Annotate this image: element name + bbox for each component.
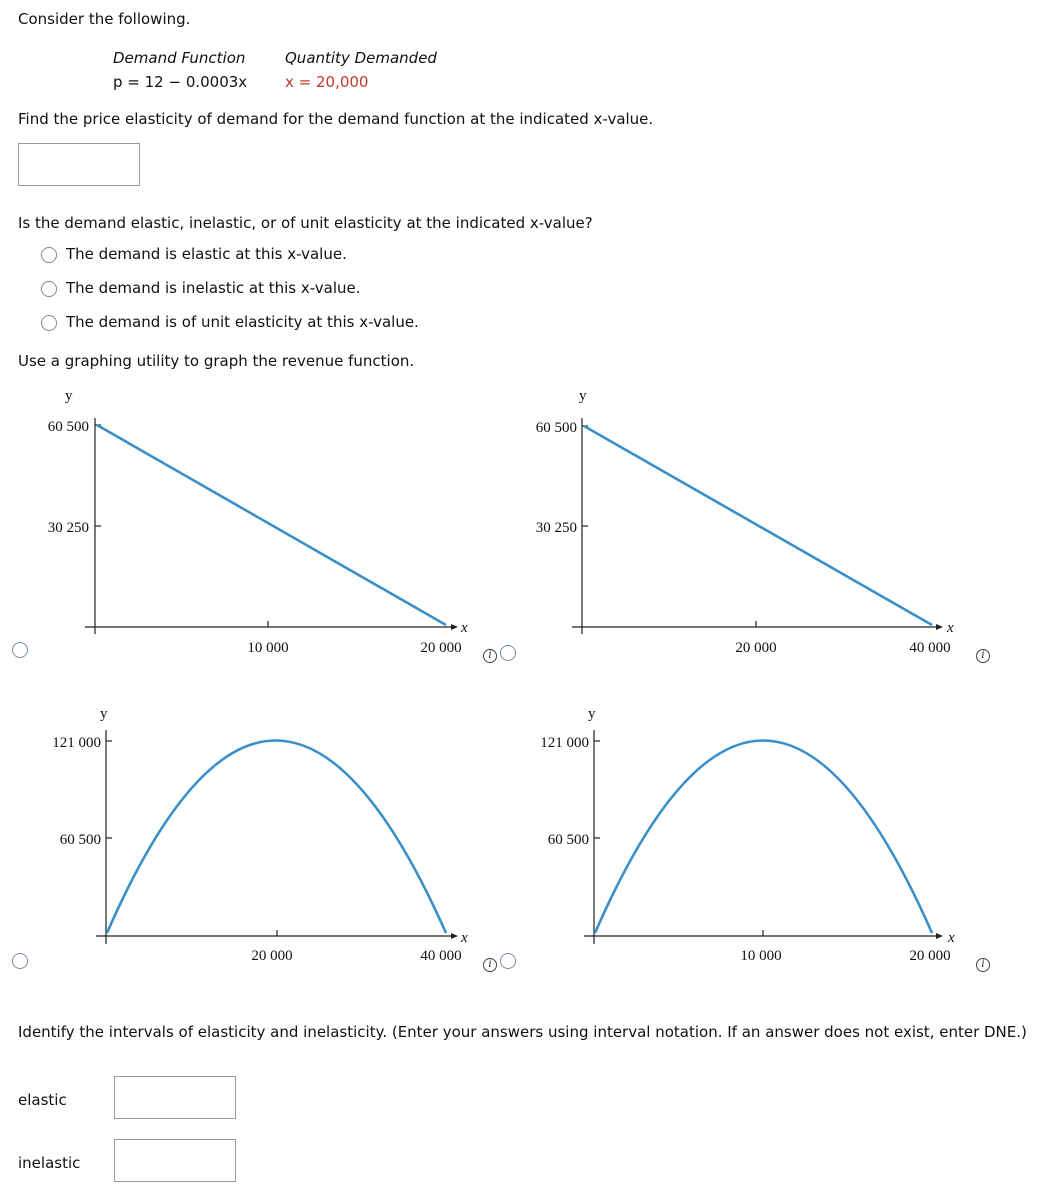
graph-3-y-axis-label: y: [100, 706, 108, 722]
question-intervals: Identify the intervals of elasticity and inelasticity. (Enter your answers using interval notation. If an answer does not exist, enter DNE.): [18, 1023, 1027, 1041]
graph-4-y-tick-mid: 60 500: [547, 832, 589, 848]
graph-1-y-tick-mid: 30 250: [47, 520, 89, 536]
demand-function-header: Demand Function: [113, 49, 246, 67]
demand-function-value: p = 12 − 0.0003x: [113, 73, 248, 91]
question-classification: Is the demand elastic, inelastic, or of unit elasticity at the indicated x-value?: [18, 214, 593, 232]
graph-1-y-axis-label: y: [65, 388, 73, 404]
graph-3-y-tick-top: 121 000: [52, 735, 101, 751]
graph-4-x-tick-mid: 10 000: [740, 948, 782, 964]
graph-choice-3: [52, 706, 468, 964]
quantity-demanded-value: x = 20,000: [285, 73, 369, 91]
graph-2-y-tick-mid: 30 250: [535, 520, 577, 536]
graph-1-info-icon[interactable]: i: [483, 649, 497, 663]
intro-text: Consider the following.: [18, 10, 191, 28]
graph-2-x-axis-label: x: [947, 620, 954, 636]
graph-2-radio[interactable]: [500, 645, 516, 661]
graph-2-curve: [584, 426, 932, 625]
graph-3-x-tick-mid: 20 000: [251, 948, 293, 964]
question-graph: Use a graphing utility to graph the revenue function.: [18, 352, 415, 370]
graph-3-x-tick-end: 40 000: [420, 948, 462, 964]
graph-3-info-icon[interactable]: i: [483, 958, 497, 972]
graph-1-radio[interactable]: [12, 642, 28, 658]
graph-choice-2: [536, 388, 954, 656]
graph-3-y-tick-mid: 60 500: [59, 832, 101, 848]
graph-1-x-tick-mid: 10 000: [247, 640, 289, 656]
elastic-label: elastic: [18, 1091, 67, 1109]
graph-2-x-tick-mid: 20 000: [735, 640, 777, 656]
graph-4-x-axis-label: x: [948, 930, 955, 946]
graph-4-y-axis-label: y: [588, 706, 596, 722]
graph-4-y-tick-top: 121 000: [540, 735, 589, 751]
graph-1-y-tick-top: 60 500: [47, 419, 89, 435]
graph-choice-1: [48, 388, 468, 656]
option-unit-label: The demand is of unit elasticity at this x-value.: [66, 313, 419, 331]
option-elastic-label: The demand is elastic at this x-value.: [66, 245, 347, 263]
question-elasticity: Find the price elasticity of demand for the demand function at the indicated x-value.: [18, 110, 654, 128]
inelastic-label: inelastic: [18, 1154, 81, 1172]
graph-3-curve: [107, 741, 446, 934]
graph-4-radio[interactable]: [500, 953, 516, 969]
graph-3-x-axis-label: x: [461, 930, 468, 946]
option-inelastic-label: The demand is inelastic at this x-value.: [66, 279, 361, 297]
graph-1-x-tick-end: 20 000: [420, 640, 462, 656]
graph-4-info-icon[interactable]: i: [976, 958, 990, 972]
graph-3-radio[interactable]: [12, 953, 28, 969]
quantity-demanded-header: Quantity Demanded: [285, 49, 437, 67]
graph-2-y-tick-top: 60 500: [535, 420, 577, 436]
graph-4-curve: [595, 741, 932, 934]
graph-4-x-tick-end: 20 000: [909, 948, 951, 964]
graph-1-x-axis-label: x: [461, 620, 468, 636]
graph-1-curve: [97, 425, 446, 625]
inelastic-interval-input[interactable]: [114, 1139, 236, 1182]
graph-2-info-icon[interactable]: i: [976, 649, 990, 663]
graph-2-y-axis-label: y: [579, 388, 587, 404]
graph-choice-4: [540, 706, 955, 964]
elastic-interval-input[interactable]: [114, 1076, 236, 1119]
graph-2-x-tick-end: 40 000: [909, 640, 951, 656]
